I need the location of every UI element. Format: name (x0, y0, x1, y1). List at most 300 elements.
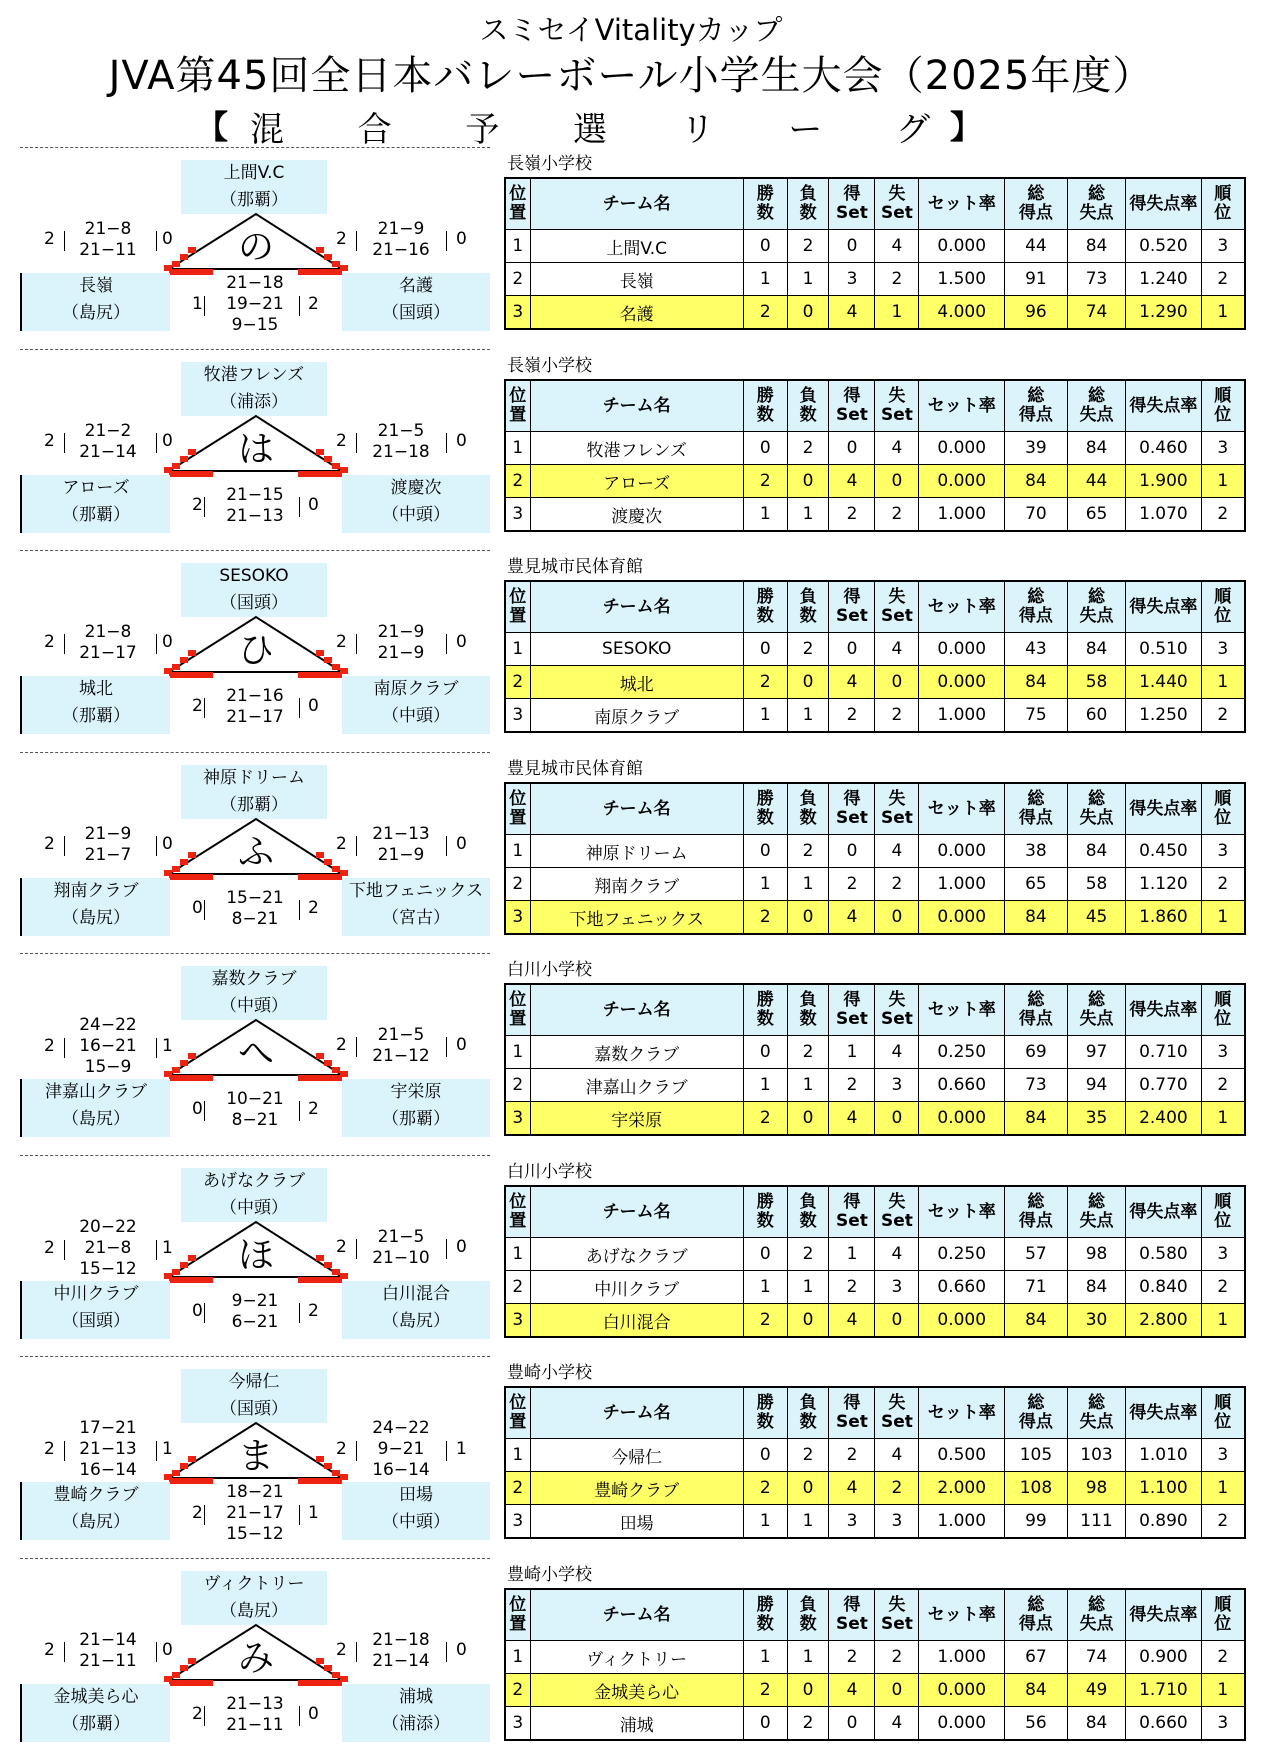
match-top-left-divider (156, 1441, 158, 1461)
table-cell: 0 (743, 633, 787, 666)
match-top-left-set-score: 17−21 (79, 1418, 137, 1438)
column-header: 総 得点 (1005, 178, 1068, 230)
table-cell: 38 (1005, 835, 1068, 868)
table-cell: 牧港フレンズ (530, 432, 743, 465)
match-bottom-divider (204, 1706, 206, 1726)
win-marker-right (332, 664, 340, 670)
table-cell: 2.000 (919, 1472, 1005, 1505)
match-top-right-sets-lost: 0 (456, 1035, 467, 1055)
match-top-right-set-score: 9−21 (377, 1439, 425, 1459)
column-header: 位 置 (505, 1387, 530, 1439)
table-cell: 1 (1201, 901, 1245, 935)
table-cell: 4 (875, 230, 919, 263)
match-top-right-divider (356, 1239, 358, 1259)
table-cell: 2 (743, 1674, 787, 1707)
right-team-region: （島尻） (382, 1311, 450, 1331)
left-team-region: （島尻） (62, 1512, 130, 1532)
left-team-name: 城北 (79, 679, 113, 699)
column-header: セット率 (919, 1589, 1005, 1641)
match-top-left-sets-lost: 1 (162, 1438, 173, 1459)
column-header: 位 置 (505, 178, 530, 230)
left-team-name: 津嘉山クラブ (45, 1082, 147, 1102)
match-top-left-sets-won: 2 (44, 1035, 55, 1056)
right-team-name: 下地フェニックス (348, 881, 484, 901)
standings-table (504, 782, 1246, 935)
match-top-right-set-score: 21−18 (372, 442, 430, 462)
win-marker-bottom-right (298, 471, 342, 477)
match-bottom-divider (204, 1505, 206, 1525)
table-cell: 0 (787, 1674, 829, 1707)
win-marker-bottom-left (169, 874, 213, 880)
match-top-left-scores (63, 421, 153, 463)
match-top-right-set-score: 24−22 (372, 1418, 430, 1438)
match-bottom-divider (299, 1101, 301, 1121)
table-cell: 49 (1067, 1674, 1126, 1707)
venue-name: 長嶺小学校 (507, 154, 592, 174)
standings-table (504, 1588, 1246, 1741)
table-cell: 0 (875, 901, 919, 935)
table-cell: 浦城 (530, 1707, 743, 1741)
table-cell: 2 (787, 1036, 829, 1069)
left-team-box (20, 1079, 170, 1137)
table-cell: 2 (787, 1238, 829, 1271)
match-bottom-sets-lost: 0 (308, 696, 319, 716)
match-top-left-set-score: 21−8 (84, 1238, 132, 1258)
column-header: 順 位 (1201, 1387, 1245, 1439)
table-cell: 0.000 (919, 465, 1005, 498)
win-marker-right (332, 1269, 340, 1275)
table-cell: 0 (875, 465, 919, 498)
column-header: 順 位 (1201, 581, 1245, 633)
group-6 (0, 1155, 1262, 1356)
subtitle-char: ー (788, 110, 823, 150)
match-top-right-divider (356, 1037, 358, 1057)
column-header: 失 Set (875, 380, 919, 432)
table-cell: 74 (1067, 1641, 1126, 1674)
table-cell: 0 (787, 296, 829, 330)
column-header: 位 置 (505, 380, 530, 432)
table-cell: 0.520 (1126, 230, 1201, 263)
match-bottom-set-score: 21−18 (226, 273, 284, 293)
match-top-right-divider (356, 231, 358, 251)
match-bottom-set-score: 21−16 (226, 686, 284, 706)
match-bottom-set-score: 10−21 (226, 1089, 284, 1109)
win-marker-right (324, 456, 332, 462)
table-row (505, 901, 1245, 935)
match-bottom-sets-won: 2 (192, 696, 203, 716)
win-marker-bottom-right (298, 269, 342, 275)
table-row (505, 1304, 1245, 1338)
column-header: 失 Set (875, 984, 919, 1036)
column-header: チーム名 (530, 581, 743, 633)
standings-table (504, 379, 1246, 532)
top-team-region: （浦添） (220, 392, 288, 412)
table-cell: 99 (1005, 1505, 1068, 1539)
match-bottom-sets-won: 2 (192, 1502, 203, 1523)
table-cell: 1.120 (1126, 868, 1201, 901)
column-header: 総 得点 (1005, 1186, 1068, 1238)
table-cell: 1 (1201, 1102, 1245, 1136)
match-top-right-set-score: 21−5 (377, 1227, 425, 1247)
match-top-left-scores (63, 1015, 153, 1078)
column-header: 順 位 (1201, 1186, 1245, 1238)
column-header: 負 数 (787, 1589, 829, 1641)
table-cell: 1 (743, 1069, 787, 1102)
match-top-left-divider (64, 1441, 66, 1461)
match-bottom-set-score: 9−21 (231, 1291, 279, 1311)
table-cell: 58 (1067, 666, 1126, 699)
match-bottom-divider (204, 900, 206, 920)
table-cell: 0.000 (919, 835, 1005, 868)
table-cell: 4 (829, 1304, 875, 1338)
table-cell: 下地フェニックス (530, 901, 743, 935)
table-cell: 0 (787, 1102, 829, 1136)
table-cell: 1 (743, 1641, 787, 1674)
group-letter: へ (237, 1033, 274, 1074)
table-cell: 3 (505, 699, 530, 733)
table-cell: 0 (743, 1707, 787, 1741)
table-row (505, 1271, 1245, 1304)
table-cell: 1 (743, 868, 787, 901)
match-top-right-sets-won: 2 (336, 229, 347, 249)
table-cell: 65 (1005, 868, 1068, 901)
match-top-right-divider (356, 1441, 358, 1461)
group-letter: ほ (237, 1235, 274, 1276)
table-cell: 69 (1005, 1036, 1068, 1069)
match-top-right-set-score: 21−14 (372, 1651, 430, 1671)
win-marker-bottom-left (169, 1478, 213, 1484)
table-row (505, 1439, 1245, 1472)
win-marker-right (324, 859, 332, 865)
match-top-left-divider (156, 634, 158, 654)
match-bottom-scores (210, 1694, 300, 1736)
standings-table (504, 1386, 1246, 1539)
table-cell: 0.000 (919, 1707, 1005, 1741)
table-row (505, 1641, 1245, 1674)
left-team-name: アローズ (62, 478, 130, 498)
table-cell: 0.000 (919, 666, 1005, 699)
left-team-name: 豊崎クラブ (53, 1485, 139, 1505)
match-bottom-set-score: 9−15 (231, 315, 279, 335)
left-team-region: （国頭） (62, 1311, 130, 1331)
table-header-row (505, 1387, 1245, 1439)
table-cell: 84 (1067, 1707, 1126, 1741)
column-header: セット率 (919, 178, 1005, 230)
match-top-left-sets-won: 2 (44, 834, 55, 854)
match-top-right-set-score: 21−13 (372, 824, 430, 844)
column-header: 得 Set (829, 783, 875, 835)
table-cell: 0 (875, 1674, 919, 1707)
table-cell: 84 (1067, 835, 1126, 868)
column-header: 失 Set (875, 1186, 919, 1238)
table-cell: 4 (875, 1036, 919, 1069)
column-header: 得失点率 (1126, 984, 1201, 1036)
table-cell: 0 (875, 1304, 919, 1338)
match-top-right-set-score: 21−5 (377, 1025, 425, 1045)
column-header: チーム名 (530, 1186, 743, 1238)
match-top-left-sets-won: 2 (44, 1237, 55, 1258)
match-top-right-sets-lost: 0 (456, 632, 467, 652)
right-team-name: 白川混合 (382, 1284, 450, 1304)
table-cell: 2 (829, 1069, 875, 1102)
win-marker-left (180, 456, 188, 462)
left-team-box (20, 273, 170, 331)
win-marker-left (188, 449, 196, 455)
table-cell: 2 (875, 1641, 919, 1674)
column-header: 総 得点 (1005, 783, 1068, 835)
table-header-row (505, 1589, 1245, 1641)
table-cell: 3 (1201, 1238, 1245, 1271)
table-cell: 2 (1201, 1505, 1245, 1539)
table-cell: 39 (1005, 432, 1068, 465)
table-cell: 0 (743, 230, 787, 263)
right-team-region: （那覇） (382, 1109, 450, 1129)
column-header: チーム名 (530, 783, 743, 835)
win-marker-right (332, 463, 340, 469)
win-marker-left (172, 261, 180, 267)
table-row (505, 1238, 1245, 1271)
match-bottom-set-score: 8−21 (231, 1110, 279, 1130)
match-top-left-divider (156, 231, 158, 251)
match-top-right-set-score: 21−9 (377, 643, 425, 663)
top-team-region: （島尻） (220, 1601, 288, 1621)
match-top-right-divider (446, 1239, 448, 1259)
table-cell: 1 (787, 1069, 829, 1102)
table-cell: 3 (505, 296, 530, 330)
table-cell: 2 (829, 1641, 875, 1674)
column-header: 負 数 (787, 1186, 829, 1238)
column-header: 総 失点 (1067, 1387, 1126, 1439)
table-cell: 2 (787, 1707, 829, 1741)
left-team-region: （島尻） (62, 908, 130, 928)
column-header: 位 置 (505, 783, 530, 835)
match-top-left-set-score: 16−14 (79, 1460, 137, 1480)
column-header: 負 数 (787, 380, 829, 432)
column-header: 得 Set (829, 380, 875, 432)
match-top-left-divider (156, 1240, 158, 1260)
table-cell: 3 (1201, 1707, 1245, 1741)
win-marker-left (172, 1269, 180, 1275)
win-marker-left (172, 1672, 180, 1678)
win-marker-right (332, 1672, 340, 1678)
match-top-left-divider (64, 433, 66, 453)
right-team-name: 浦城 (399, 1687, 433, 1707)
table-cell: 2 (787, 1439, 829, 1472)
match-bottom-sets-lost: 2 (308, 293, 319, 314)
match-bottom-sets-won: 0 (192, 1301, 203, 1321)
win-marker-right (324, 657, 332, 663)
match-top-right-sets-lost: 0 (456, 834, 467, 854)
venue-name: 豊見城市民体育館 (507, 759, 643, 779)
subtitle-char: 混 (250, 110, 284, 150)
win-marker-right (316, 1658, 324, 1664)
table-cell: 0.770 (1126, 1069, 1201, 1102)
win-marker-left (172, 1470, 180, 1476)
table-cell: 豊崎クラブ (530, 1472, 743, 1505)
left-team-region: （那覇） (62, 1714, 130, 1734)
table-cell: 4 (875, 835, 919, 868)
table-row (505, 465, 1245, 498)
column-header: 失 Set (875, 581, 919, 633)
match-bottom-scores (210, 1291, 300, 1333)
table-cell: 1.000 (919, 699, 1005, 733)
column-header: セット率 (919, 581, 1005, 633)
table-cell: 4 (875, 432, 919, 465)
win-marker-left (180, 1463, 188, 1469)
left-team-name: 翔南クラブ (53, 881, 139, 901)
match-bottom-set-score: 21−11 (226, 1715, 284, 1735)
match-top-right-set-score: 21−9 (377, 845, 425, 865)
match-bottom-divider (204, 497, 206, 517)
table-row (505, 666, 1245, 699)
column-header: 総 失点 (1067, 783, 1126, 835)
group-2 (0, 349, 1262, 550)
table-cell: 0.710 (1126, 1036, 1201, 1069)
table-cell: 0.900 (1126, 1641, 1201, 1674)
match-bottom-set-score: 6−21 (231, 1312, 279, 1332)
table-cell: 0 (875, 666, 919, 699)
table-cell: 0.660 (919, 1271, 1005, 1304)
table-header-row (505, 380, 1245, 432)
table-row (505, 1472, 1245, 1505)
right-team-box (342, 1482, 490, 1540)
match-top-left-sets-lost: 0 (162, 431, 173, 451)
table-cell: 1.070 (1126, 498, 1201, 532)
table-cell: 3 (875, 1069, 919, 1102)
table-header-row (505, 984, 1245, 1036)
table-cell: 2 (505, 1472, 530, 1505)
match-top-right-sets-lost: 0 (456, 1640, 467, 1660)
table-cell: 渡慶次 (530, 498, 743, 532)
table-cell: 2 (505, 666, 530, 699)
table-cell: 1.010 (1126, 1439, 1201, 1472)
match-top-left-set-score: 21−2 (84, 421, 132, 441)
match-top-right-set-score: 21−16 (372, 240, 430, 260)
table-cell: 1 (1201, 666, 1245, 699)
match-top-left-set-score: 24−22 (79, 1015, 137, 1035)
win-marker-bottom-left (169, 1680, 213, 1686)
table-cell: 3 (505, 901, 530, 935)
table-cell: 1 (787, 263, 829, 296)
table-cell: 4 (875, 1439, 919, 1472)
win-marker-left (180, 254, 188, 260)
left-team-box (20, 475, 170, 533)
win-marker-left (180, 1262, 188, 1268)
match-top-left-divider (64, 1240, 66, 1260)
table-cell: 2.400 (1126, 1102, 1201, 1136)
match-top-left-sets-lost: 0 (162, 1640, 173, 1660)
match-bottom-scores (210, 1482, 300, 1545)
match-bottom-divider (299, 1303, 301, 1323)
win-marker-bottom-left (169, 1075, 213, 1081)
match-top-right-divider (356, 634, 358, 654)
win-marker-bottom-left (169, 269, 213, 275)
sponsor-title: スミセイVitalityカップ (479, 13, 783, 47)
match-top-left-sets-lost: 0 (162, 229, 173, 249)
match-bottom-scores (210, 686, 300, 728)
table-cell: 1.000 (919, 1505, 1005, 1539)
column-header: 失 Set (875, 178, 919, 230)
table-cell: 91 (1005, 263, 1068, 296)
group-4 (0, 752, 1262, 953)
table-cell: 0.510 (1126, 633, 1201, 666)
table-cell: 57 (1005, 1238, 1068, 1271)
match-top-left-set-score: 21−11 (79, 240, 137, 260)
win-marker-right (324, 1060, 332, 1066)
column-header: 総 失点 (1067, 984, 1126, 1036)
group-letter: ま (237, 1436, 274, 1477)
table-cell: 98 (1067, 1472, 1126, 1505)
top-team-name: ヴィクトリー (203, 1574, 305, 1594)
match-top-left-sets-lost: 0 (162, 632, 173, 652)
table-cell: 111 (1067, 1505, 1126, 1539)
match-top-right-divider (446, 231, 448, 251)
table-cell: 96 (1005, 296, 1068, 330)
table-cell: 1.100 (1126, 1472, 1201, 1505)
table-cell: 1 (743, 1271, 787, 1304)
win-marker-left (172, 664, 180, 670)
table-cell: 2 (875, 498, 919, 532)
table-header-row (505, 581, 1245, 633)
match-bottom-set-score: 21−15 (226, 485, 284, 505)
top-team-region: （国頭） (220, 1399, 288, 1419)
table-cell: 2 (875, 263, 919, 296)
match-top-left-set-score: 21−17 (79, 643, 137, 663)
match-top-right-scores (356, 421, 446, 463)
column-header: 総 失点 (1067, 380, 1126, 432)
table-header-row (505, 1186, 1245, 1238)
table-cell: 2 (1201, 868, 1245, 901)
group-letter: ふ (237, 832, 274, 873)
match-bottom-divider (299, 900, 301, 920)
table-cell: 1 (505, 633, 530, 666)
table-header-row (505, 178, 1245, 230)
column-header: セット率 (919, 1186, 1005, 1238)
match-top-right-sets-won: 2 (336, 1438, 347, 1459)
win-marker-left (188, 247, 196, 253)
match-bottom-set-score: 8−21 (231, 909, 279, 929)
match-top-left-set-score: 16−21 (79, 1036, 137, 1056)
column-header: 順 位 (1201, 178, 1245, 230)
table-cell: 0.000 (919, 901, 1005, 935)
left-team-name: 中川クラブ (53, 1284, 139, 1304)
table-cell: 1.710 (1126, 1674, 1201, 1707)
table-cell: 0 (787, 1472, 829, 1505)
match-bottom-scores (210, 888, 300, 930)
subtitle-bracket-right: 】 (950, 108, 983, 146)
table-cell: 44 (1067, 465, 1126, 498)
right-team-name: 田場 (399, 1485, 433, 1505)
match-bottom-sets-won: 0 (192, 1099, 203, 1119)
match-bottom-scores (210, 485, 300, 527)
match-top-left-divider (64, 1038, 66, 1058)
match-bottom-divider (204, 1303, 206, 1323)
column-header: 得失点率 (1126, 1589, 1201, 1641)
table-cell: 84 (1067, 1271, 1126, 1304)
top-team-region: （中頭） (220, 996, 288, 1016)
table-cell: 1.000 (919, 868, 1005, 901)
table-cell: 2 (829, 1271, 875, 1304)
venue-name: 豊崎小学校 (507, 1363, 592, 1383)
table-cell: 0.460 (1126, 432, 1201, 465)
column-header: 得失点率 (1126, 380, 1201, 432)
left-team-name: 金城美ら心 (53, 1687, 139, 1707)
match-top-right-divider (446, 433, 448, 453)
table-cell: 56 (1005, 1707, 1068, 1741)
table-cell: 75 (1005, 699, 1068, 733)
match-top-left-divider (156, 1642, 158, 1662)
column-header: 位 置 (505, 1589, 530, 1641)
